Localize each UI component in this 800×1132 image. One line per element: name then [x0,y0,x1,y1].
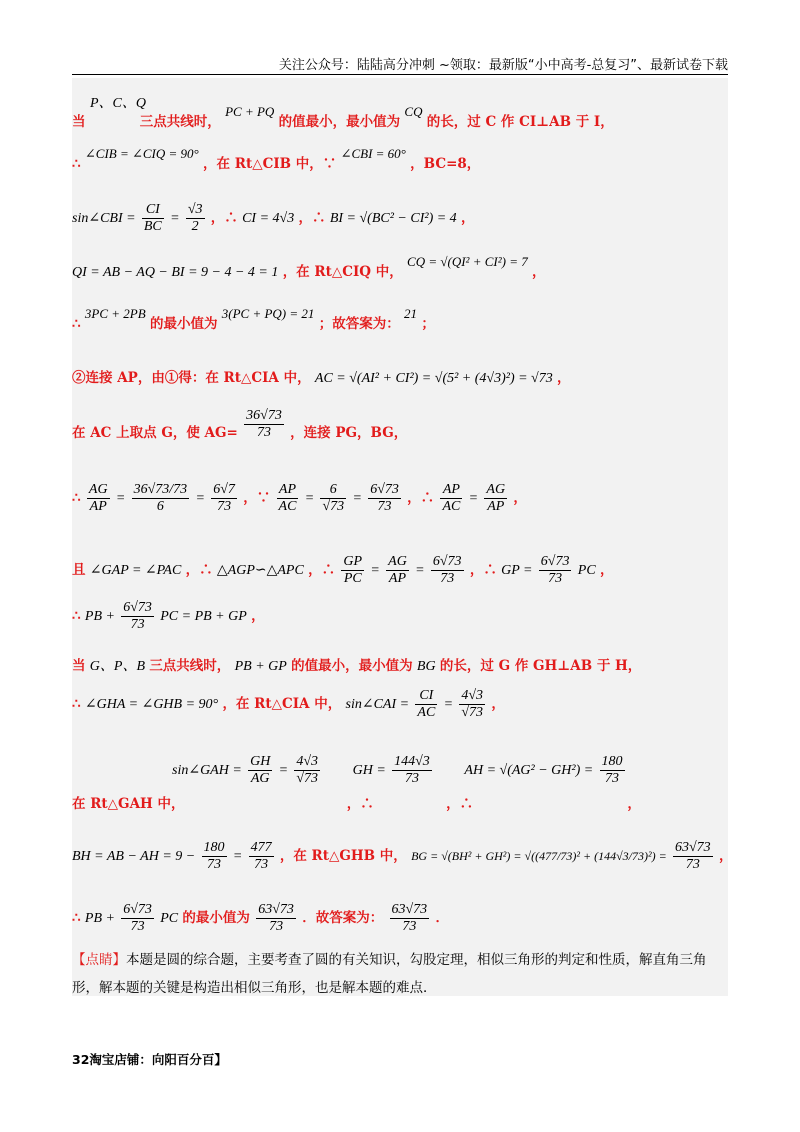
text: ；故答案为： [318,316,400,332]
fraction: $\frac{63√73}{73}$ [391,902,428,934]
math-pcq: P、C、Q [90,96,146,111]
text: ∴ [72,910,81,926]
text: 的长，过 G 作 GH⊥AB 于 H， [439,658,642,674]
math: PC [577,563,596,578]
text: 三点共线时， [149,658,231,674]
math: BG = √(BH² + GH²) = √((477/73)² + (144√3/73)²) = [411,849,667,863]
fraction: $\frac{144√3}{73}$ [394,754,430,786]
line-7 [72,408,728,441]
fraction: $\frac{6√73}{73}$ [123,600,152,632]
text: ．故答案为： [302,910,384,926]
math: GP = [501,563,533,578]
math: △AGP∽△APC [216,563,304,578]
text: ，∵ [243,490,271,506]
solution-content [72,78,733,996]
fraction: $\frac{CI}{AC}$ [417,688,436,720]
text: ，在 Rt△CIB 中，∵ [203,156,337,172]
text: 的长，过 C 作 CI⊥AB 于 I， [426,114,614,130]
math: sin∠GAH = [172,763,242,778]
math: BI = √(BC² − CI²) = 4 [329,211,457,226]
text: ， [599,562,614,578]
fraction: $\frac{36√73}{73}$ [246,408,282,440]
math: PC = PB + GP [160,609,247,624]
line-13: sin∠GAH = $\frac{GH}{AG}$ = $\frac{4√3}{√73}$ GH = $\frac{144√3}{73}$ AH = √(AG² − GH²) = $\frac{180}{73}$ 在 Rt△GAH 中， ，∴ ，∴ ， [72,754,641,812]
text: ； [421,316,435,332]
text: ，在 Rt△CIA 中， [222,696,342,712]
text: ， [532,264,546,280]
text: ，∴ [185,562,213,578]
text: ，在 Rt△GHB 中， [279,848,407,864]
fraction: $\frac{6√73}{73}$ [123,902,152,934]
math: ∠GAP = ∠PAC [89,563,182,578]
note-text: 本题是圆的综合题，主要考查了圆的有关知识，勾股定理，相似三角形的判定和性质，解直角三角形，解本题的关键是构造出相似三角形，也是解本题的难点． [72,952,707,996]
text: ， [513,490,527,506]
math: PC + PQ [225,104,275,119]
math: CQ = √(QI² + CI²) = 7 [407,254,528,269]
text: ∴ [72,608,81,624]
text: ∴ [72,156,81,172]
fraction: $\frac{6√73}{73}$ [370,482,399,514]
math: G、P、B [89,659,146,674]
line-10 [72,600,728,633]
fraction: $\frac{63√73}{73}$ [675,840,711,872]
math: CI = 4√3 [242,211,295,226]
math: BG [416,659,436,674]
text: ． [435,910,449,926]
text: 的最小值为 [182,910,250,926]
fraction: $\frac{6√7}{73}$ [213,482,235,514]
text: 的值最小，最小值为 [278,114,401,130]
math: sin∠CBI = [72,211,136,226]
text: ， [251,608,265,624]
fraction: $\frac{√3}{2}$ [187,202,203,234]
math: 3PC + 2PB [84,306,146,321]
page-footer: 32淘宝店铺：向阳百分百】 [72,1052,227,1067]
line-12: ∴ ∠GHA = ∠GHB = 90° ，在 Rt△CIA 中， sin∠CAI = $\frac{CI}{AC}$ = $\frac{4√3}{√73}$ ， [72,688,505,720]
text: ，∴ [298,210,326,226]
text: ， [718,848,733,864]
math: PC [160,911,179,926]
text: ，∴ [446,796,474,812]
fraction: $\frac{6√73}{73}$ [540,554,570,586]
fraction: $\frac{AP}{AC}$ [442,482,461,514]
math: ∠GHA = ∠GHB = 90° [84,697,219,712]
math: ∠CIB = ∠CIQ = 90° [84,146,199,161]
fraction: $\frac{6√73}{73}$ [432,554,462,586]
math: QI = AB − AQ − BI = 9 − 4 − 4 = 1 [72,265,279,280]
fraction: $\frac{4√3}{√73}$ [461,688,484,720]
text: 且 [72,562,86,578]
line-5 [72,306,728,332]
page-header: 关注公众号：陆陆高分冲刺 ~领取：最新版“小中高考-总复习”、最新试卷下载 [278,58,728,73]
line-14: BH = AB − AH = 9 − $\frac{180}{73}$ = $\frac{477}{73}$ ，在 Rt△GHB 中， BG = √(BH² + GH²) = √((477/73)² + (144√3/73)²) = $\frac{63√73}{73}$ ， [72,840,733,872]
text: ，∴ [210,210,238,226]
math: PB + [84,911,115,926]
text: ∴ [72,316,81,332]
fraction: $\frac{AG}{AP}$ [388,554,407,586]
line-6 [72,366,728,387]
line-15 [72,902,728,935]
fraction: $\frac{AG}{AP}$ [88,482,108,514]
math: GH = [352,763,386,778]
text: ，∴ [346,796,374,812]
fraction: $\frac{4√3}{√73}$ [296,754,319,786]
text: ∴ [72,696,81,712]
text: ， [491,696,505,712]
text: 当 [72,114,86,130]
math: AH = √(AG² − GH²) = [464,763,594,778]
text: ，∴ [469,562,497,578]
math: 21 [404,306,418,321]
fraction: $\frac{GP}{PC}$ [343,554,363,586]
fraction: $\frac{AP}{AC}$ [278,482,297,514]
text: 在 Rt△GAH 中， [72,796,185,812]
note-tag: 【点睛】 [72,952,126,968]
math: CQ [404,104,423,119]
math: PB + GP [234,659,287,674]
text: ，BC=8， [410,156,481,172]
fraction: $\frac{6}{√73}$ [322,482,345,514]
math: BH = AB − AH = 9 − [72,849,196,864]
text: 的最小值为 [149,316,218,332]
math: = [170,211,180,226]
fraction: $\frac{180}{73}$ [203,840,225,872]
text: ∴ [72,490,81,506]
math: AC = √(AI² + CI²) = √(5² + (4√3)²) = √73 [314,371,553,386]
text: ，在 Rt△CIQ 中， [282,264,403,280]
fraction: $\frac{CI}{BC}$ [143,202,162,234]
text: 在 AC 上取点 G，使 AG= [72,425,238,441]
text: ， [557,370,571,386]
line-4 [72,254,728,281]
text: 的值最小，最小值为 [291,658,413,674]
fraction: $\frac{AG}{AP}$ [486,482,506,514]
text: ，∴ [308,562,336,578]
text: ， [627,796,641,812]
header-rule [72,74,728,75]
line-9: 且 ∠GAP = ∠PAC ，∴ △AGP∽△APC ，∴ $\frac{GP}{PC}$ = $\frac{AG}{AP}$ = $\frac{6√73}{73}$ ，∴ GP = $\frac{6√73}{73}$ PC ， [72,554,614,586]
math: ∠CBI = 60° [340,146,406,161]
math: PB + [84,609,115,624]
fraction: $\frac{63√73}{73}$ [258,902,294,934]
fraction: $\frac{GH}{AG}$ [250,754,271,786]
text: ，∴ [407,490,435,506]
fraction: $\frac{36√73/73}{6}$ [133,482,188,514]
line-8: ∴ $\frac{AG}{AP}$ = $\frac{36√73/73}{6}$ = $\frac{6√7}{73}$ ，∵ $\frac{AP}{AC}$ = $\frac{6}{√73}$ = $\frac{6√73}{73}$ ，∴ $\frac{AP}{AC}$ = $\frac{AG}{AP}$ ， [72,482,527,514]
text: 当 [72,658,86,674]
text: 三点共线时， [139,114,221,130]
math: sin∠CAI = [345,697,410,712]
line-2 [72,146,728,172]
line-3 [72,202,728,235]
text: ， [460,210,475,226]
line-11 [72,654,728,675]
math: 3(PC + PQ) = 21 [221,306,315,321]
fraction: $\frac{477}{73}$ [250,840,272,872]
key-point-note [72,946,724,1002]
fraction: $\frac{180}{73}$ [601,754,623,786]
text: ②连接 AP，由①得：在 Rt△CIA 中， [72,370,311,386]
text: ，连接 PG，BG， [290,425,408,441]
